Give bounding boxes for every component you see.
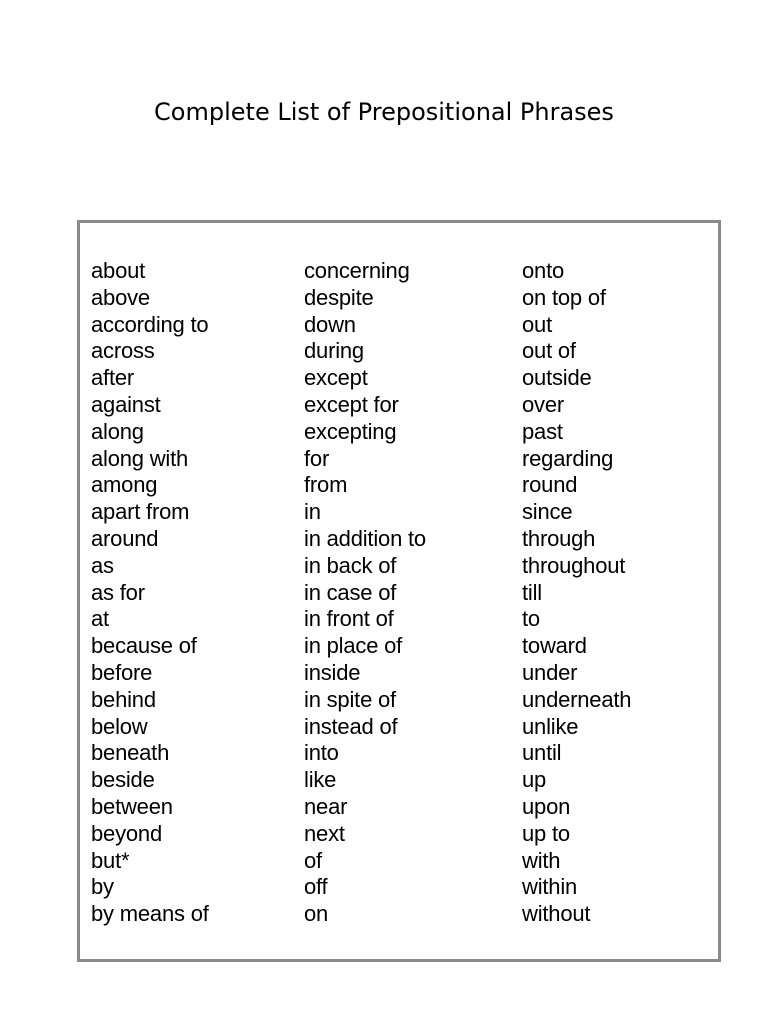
- preposition-item: over: [522, 391, 564, 417]
- preposition-item: past: [522, 418, 563, 444]
- preposition-item: instead of: [304, 713, 398, 739]
- preposition-item: in place of: [304, 633, 403, 659]
- preposition-item: down: [304, 311, 356, 337]
- preposition-item: regarding: [522, 445, 614, 471]
- preposition-item: as for: [91, 579, 145, 605]
- preposition-item: up: [522, 767, 547, 793]
- preposition-item: on top of: [522, 284, 606, 310]
- preposition-item: near: [304, 793, 348, 819]
- preposition-item: underneath: [522, 686, 632, 712]
- preposition-item: under: [522, 659, 578, 685]
- preposition-item: in case of: [304, 579, 397, 605]
- preposition-item: at: [91, 606, 109, 632]
- preposition-item: from: [304, 472, 348, 498]
- preposition-item: of: [304, 847, 322, 873]
- preposition-item: in front of: [304, 606, 394, 632]
- preposition-item: among: [91, 472, 158, 498]
- preposition-item: in spite of: [304, 686, 396, 712]
- preposition-item: beside: [91, 767, 155, 793]
- preposition-item: to: [522, 606, 540, 632]
- preposition-item: next: [304, 820, 345, 846]
- preposition-item: for: [304, 445, 330, 471]
- preposition-item: apart from: [91, 499, 190, 525]
- preposition-item: up to: [522, 820, 570, 846]
- preposition-item: on: [304, 901, 329, 927]
- preposition-item: until: [522, 740, 562, 766]
- preposition-item: because of: [91, 633, 197, 659]
- preposition-item: below: [91, 713, 148, 739]
- page-title: Complete List of Prepositional Phrases: [154, 98, 614, 126]
- preposition-item: outside: [522, 365, 592, 391]
- preposition-item: across: [91, 338, 155, 364]
- preposition-item: toward: [522, 633, 587, 659]
- preposition-item: in addition to: [304, 525, 426, 551]
- preposition-item: throughout: [522, 552, 626, 578]
- preposition-item: onto: [522, 258, 565, 283]
- prepositions-column-1: [91, 258, 209, 928]
- preposition-item: during: [304, 338, 364, 364]
- preposition-item: off: [304, 874, 328, 900]
- preposition-item: about: [91, 258, 146, 283]
- preposition-item: unlike: [522, 713, 579, 739]
- preposition-item: since: [522, 499, 573, 525]
- preposition-item: round: [522, 472, 578, 498]
- preposition-item: before: [91, 659, 153, 685]
- preposition-item: by means of: [91, 901, 209, 927]
- preposition-item: by: [91, 874, 114, 900]
- prepositions-table: [77, 220, 721, 962]
- preposition-item: in: [304, 499, 321, 525]
- preposition-item: out: [522, 311, 552, 337]
- preposition-item: between: [91, 793, 173, 819]
- preposition-item: except: [304, 365, 368, 391]
- preposition-item: against: [91, 391, 161, 417]
- preposition-item: above: [91, 284, 150, 310]
- preposition-item: excepting: [304, 418, 397, 444]
- preposition-item: with: [522, 847, 561, 873]
- preposition-item: after: [91, 365, 135, 391]
- preposition-item: around: [91, 525, 159, 551]
- preposition-item: into: [304, 740, 339, 766]
- prepositions-column-2: [304, 258, 426, 928]
- preposition-item: as: [91, 552, 114, 578]
- preposition-item: along with: [91, 445, 189, 471]
- preposition-item: without: [522, 901, 591, 927]
- preposition-item: behind: [91, 686, 156, 712]
- preposition-item: till: [522, 579, 542, 605]
- preposition-item: concerning: [304, 258, 410, 283]
- preposition-item: out of: [522, 338, 576, 364]
- preposition-item: through: [522, 525, 596, 551]
- prepositions-column-3: [522, 258, 631, 928]
- preposition-item: like: [304, 767, 337, 793]
- preposition-item: within: [522, 874, 578, 900]
- preposition-item: according to: [91, 311, 209, 337]
- preposition-item: in back of: [304, 552, 397, 578]
- preposition-item: inside: [304, 659, 361, 685]
- preposition-item: beneath: [91, 740, 170, 766]
- preposition-item: along: [91, 418, 144, 444]
- preposition-item: beyond: [91, 820, 162, 846]
- preposition-item: except for: [304, 391, 399, 417]
- preposition-item: but*: [91, 847, 130, 873]
- preposition-item: despite: [304, 284, 374, 310]
- preposition-item: upon: [522, 793, 571, 819]
